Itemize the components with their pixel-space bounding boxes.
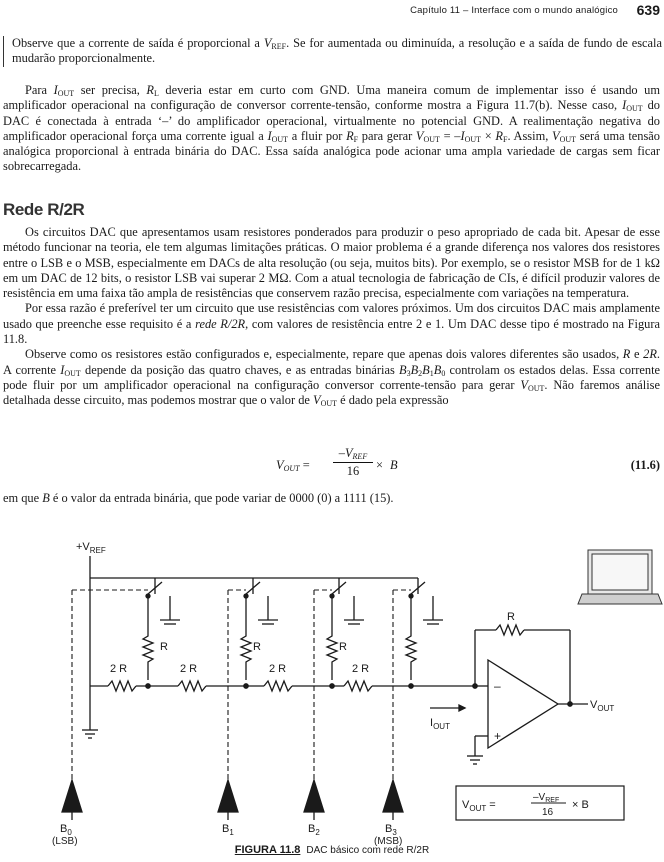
r-label-1: R bbox=[160, 641, 168, 653]
buffer-b2 bbox=[304, 780, 324, 812]
switch-b0 bbox=[146, 582, 180, 630]
r-label-6: 2 R bbox=[352, 663, 370, 675]
switch-b2 bbox=[330, 582, 364, 630]
page-number: 639 bbox=[636, 2, 660, 18]
horizontal-resistor-2r-left bbox=[108, 681, 136, 691]
feedback-r-label: R bbox=[507, 611, 515, 623]
equation-fraction: $-V_{REF}$ 16 bbox=[333, 446, 373, 479]
horizontal-resistor-r-2 bbox=[264, 681, 292, 691]
section-heading: Rede R/2R bbox=[3, 200, 85, 219]
horizontal-resistor-r-3 bbox=[344, 681, 372, 691]
bit-b1-label: $B_1$ bbox=[222, 823, 234, 837]
bit-b0-label: $B_0$ bbox=[60, 823, 72, 837]
r-label-4: 2 R bbox=[269, 663, 287, 675]
figure-caption bbox=[0, 844, 664, 856]
iout-paragraph: Para $I_{OUT}$ ser precisa, $R_L$ deveria estar em curto com GND. Uma maneira comum de implementar isso é usando um amplificador operacional na configuração de conversor corrente-tensão, conforme mostra a Figura 11.7(b). Nesse caso, $I_{OUT}$ do DAC é conectada à entrada ‘–’ do amplificador operacional, virtualmente no potencial GND. A realimentação negativa do amplificador operacional força uma corrente igual a $I_{OUT}$ a fluir por $R_F$ para gerar $V_{OUT} = -I_{OUT} \times R_F$. Assim, $V_{OUT}$ será uma tensão analógica proporcional à entrada binária do DAC. Essa saída analógica pode acionar uma ampla variedade de cargas sem ficar sobrecarregada. bbox=[3, 83, 660, 174]
opamp-minus-label: – bbox=[494, 679, 501, 693]
formula-lhs: $V_{OUT}$ = bbox=[462, 799, 496, 813]
buffer-b1 bbox=[218, 780, 238, 812]
body-paragraph-2: Por essa razão é preferível ter um circuito que use resistências com valores próximos. Um dos circuitos DAC mais amplamente usado que preenche esse requisito é a rede R/2R, com valores de resistência entre 2 e 1. Um DAC desse tipo é mostrado na Figura 11.8. bbox=[3, 301, 661, 347]
r-label-5: R bbox=[339, 641, 347, 653]
buffer-b0 bbox=[62, 780, 82, 812]
bit-b2-label: $B_2$ bbox=[308, 823, 320, 837]
figure-label: FIGURA 11.8 bbox=[234, 844, 301, 856]
switch-b1 bbox=[244, 582, 278, 630]
switch-b3 bbox=[409, 582, 443, 630]
iout-label: $I_{OUT}$ bbox=[430, 717, 450, 731]
r-label-3: R bbox=[253, 641, 261, 653]
opamp-plus-label: + bbox=[494, 729, 502, 743]
buffer-b3 bbox=[383, 780, 403, 812]
chapter-title: Capítulo 11 – Interface com o mundo analógico bbox=[410, 5, 618, 16]
page-header bbox=[0, 2, 664, 18]
r-label-0: 2 R bbox=[110, 663, 128, 675]
horizontal-resistor-r-1 bbox=[178, 681, 206, 691]
vref-label: $+V_{REF}$ bbox=[76, 541, 106, 555]
vertical-resistor-2r-3 bbox=[406, 630, 416, 680]
bit-b3-label: $B_3$ bbox=[385, 823, 397, 837]
vout-label: $V_{OUT}$ bbox=[590, 699, 615, 713]
body-paragraph-1: Os circuitos DAC que apresentamos usam resistores ponderados para produzir o peso apropriado de cada bit. Apesar de esse método funcionar na teoria, ele tem algumas limitações práticas. O maior problema é a grande diferença nos valores dos resistores entre o LSB e o MSB, especialmente em DACs de alta resolução (ou seja, muitos bits). Por exemplo, se o resistor MSB for de 1 kΩ em um DAC de 12 bits, o resistor LSB vai superar 2 MΩ. Com a atual tecnologia de fabricação de CIs, é difícil produzir valores de resistência em uma faixa tão ampla de resistências que conservem razão precisa, especialmente com variações na temperatura. bbox=[3, 225, 660, 301]
r2r-dac-circuit bbox=[0, 530, 664, 847]
vertical-resistor-2r-0 bbox=[143, 630, 153, 680]
equation-11-6: $V_{OUT}$ = $-V_{REF}$ 16 × B (11.6) bbox=[276, 446, 660, 478]
bit-b0-note: (LSB) bbox=[52, 836, 78, 847]
r2r-body bbox=[3, 225, 660, 409]
body-paragraph-3: Observe como os resistores estão configurados e, especialmente, repare que apenas dois valores diferentes são usados, R e 2R. A corrente $I_{OUT}$ depende da posição das quatro chaves, e as entradas binárias $B_3B_2B_1B_0$ controlam os estados delas. Essa corrente pode fluir por um amplificador operacional na configuração conversor corrente-tensão para gerar $V_{OUT}$. Não faremos análise detalhada desse circuito, mas podemos mostrar que o valor de $V_{OUT}$ é dado pela expressão bbox=[3, 347, 661, 409]
laptop-icon bbox=[578, 550, 662, 604]
formula-times-b: × B bbox=[572, 799, 589, 811]
formula-numerator: $-V_{REF}$ bbox=[533, 792, 560, 804]
feedback-resistor bbox=[496, 625, 524, 635]
figure-caption-text: DAC básico com rede R/2R bbox=[306, 845, 430, 856]
r-label-2: 2 R bbox=[180, 663, 198, 675]
bit-b3-note: (MSB) bbox=[374, 836, 403, 847]
formula-denominator: 16 bbox=[542, 807, 554, 818]
vertical-resistor-2r-2 bbox=[327, 630, 337, 680]
after-equation-text: em que B é o valor da entrada binária, que pode variar de 0000 (0) a 1111 (15). bbox=[3, 491, 394, 505]
intro-paragraph: Observe que a corrente de saída é proporcional a $V_{REF}$. Se for aumentada ou diminuída, a resolução e a saída de fundo de escala mudarão proporcionalmente. bbox=[3, 36, 662, 67]
equation-lhs: $V_{OUT}$ = bbox=[276, 458, 310, 473]
equation-number: (11.6) bbox=[630, 458, 660, 472]
vertical-resistor-2r-1 bbox=[241, 630, 251, 680]
